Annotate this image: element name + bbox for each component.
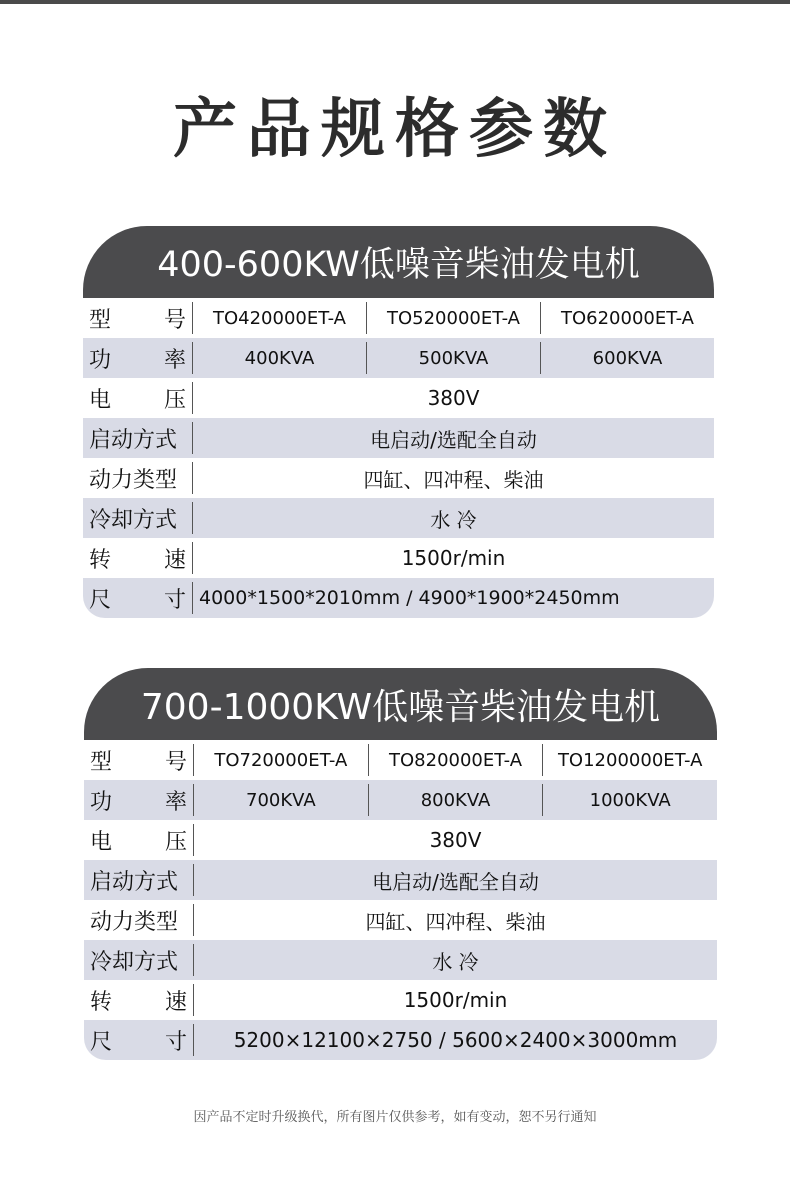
row-label-char: 尺 [89,587,112,613]
model-cell: TO620000ET-A [560,307,694,329]
spec-table-400-600kw [83,226,714,618]
section-banner: 700-1000KW低噪音柴油发电机 [84,668,717,740]
row-label-char: 号 [164,749,187,775]
spec-row-engine [84,900,717,940]
spec-row-start [83,418,714,458]
engine-value: 四缸、四冲程、柴油 [365,909,546,934]
row-label [84,1024,194,1056]
row-label-char: 功 [90,789,113,815]
row-label-char: 型 [89,307,112,333]
spec-row-size [83,578,714,618]
cooling-value: 水 冷 [430,507,477,532]
power-cell: 800KVA [369,784,544,816]
start-value: 电启动/选配全自动 [370,427,537,452]
row-label [84,784,194,816]
spec-row-power [83,338,714,378]
row-label: 启动方式 [84,864,194,896]
spec-row-voltage [83,378,714,418]
engine-value: 四缸、四冲程、柴油 [363,467,544,492]
disclaimer-footnote: 因产品不定时升级换代，所有图片仅供参考，如有变动，恕不另行通知 [193,1110,597,1125]
row-label-char: 率 [163,347,186,373]
power-cell: 1000KVA [589,789,671,811]
section-banner: 400-600KW低噪音柴油发电机 [83,226,714,298]
size-value: 4000*1500*2010mm / 4900*1900*2450mm [199,587,620,609]
speed-value: 1500r/min [403,988,508,1012]
row-label [84,824,194,856]
row-label-char: 尺 [90,1029,113,1055]
spec-row-speed [83,538,714,578]
row-label-char: 转 [89,547,112,573]
power-cell: 400KVA [193,342,367,374]
row-label-char: 率 [164,789,187,815]
model-cell: TO820000ET-A [369,744,544,776]
row-label-char: 寸 [164,1029,187,1055]
top-divider-bar [0,0,790,4]
row-label-char: 转 [90,989,113,1015]
page-title: 产品规格参数 [173,93,617,167]
row-label-char: 电 [90,829,113,855]
row-label [83,542,193,574]
row-label-char: 压 [163,387,186,413]
power-cell: 500KVA [367,342,541,374]
speed-value: 1500r/min [401,546,506,570]
model-cell: TO1200000ET-A [557,749,703,771]
row-label: 冷却方式 [84,944,194,976]
row-label [83,382,193,414]
row-label: 动力类型 [83,462,193,494]
row-label: 动力类型 [84,904,194,936]
row-label: 启动方式 [83,422,193,454]
spec-row-cooling [83,498,714,538]
spec-row-size [84,1020,717,1060]
row-label-char: 功 [89,347,112,373]
voltage-value: 380V [429,828,482,852]
row-label-char: 压 [164,829,187,855]
model-cell: TO720000ET-A [194,744,369,776]
spec-row-start [84,860,717,900]
power-cell: 600KVA [592,347,663,369]
voltage-value: 380V [427,386,480,410]
row-label [84,744,194,776]
start-value: 电启动/选配全自动 [372,869,539,894]
row-label [83,302,193,334]
row-label-char: 电 [89,387,112,413]
row-label: 冷却方式 [83,502,193,534]
row-label-char: 型 [90,749,113,775]
spec-row-model [83,298,714,338]
spec-row-cooling [84,940,717,980]
spec-row-speed [84,980,717,1020]
row-label-char: 号 [163,307,186,333]
power-cell: 700KVA [194,784,369,816]
model-cell: TO420000ET-A [193,302,367,334]
spec-table-700-1000kw [84,668,717,1060]
spec-row-engine [83,458,714,498]
size-value: 5200×12100×2750 / 5600×2400×3000mm [233,1028,678,1052]
model-cell: TO520000ET-A [367,302,541,334]
row-label-char: 寸 [163,587,186,613]
cooling-value: 水 冷 [432,949,479,974]
row-label-char: 速 [164,989,187,1015]
row-label [83,342,193,374]
spec-row-power [84,780,717,820]
spec-row-model [84,740,717,780]
row-label [83,582,193,614]
row-label-char: 速 [163,547,186,573]
row-label [84,984,194,1016]
spec-row-voltage [84,820,717,860]
